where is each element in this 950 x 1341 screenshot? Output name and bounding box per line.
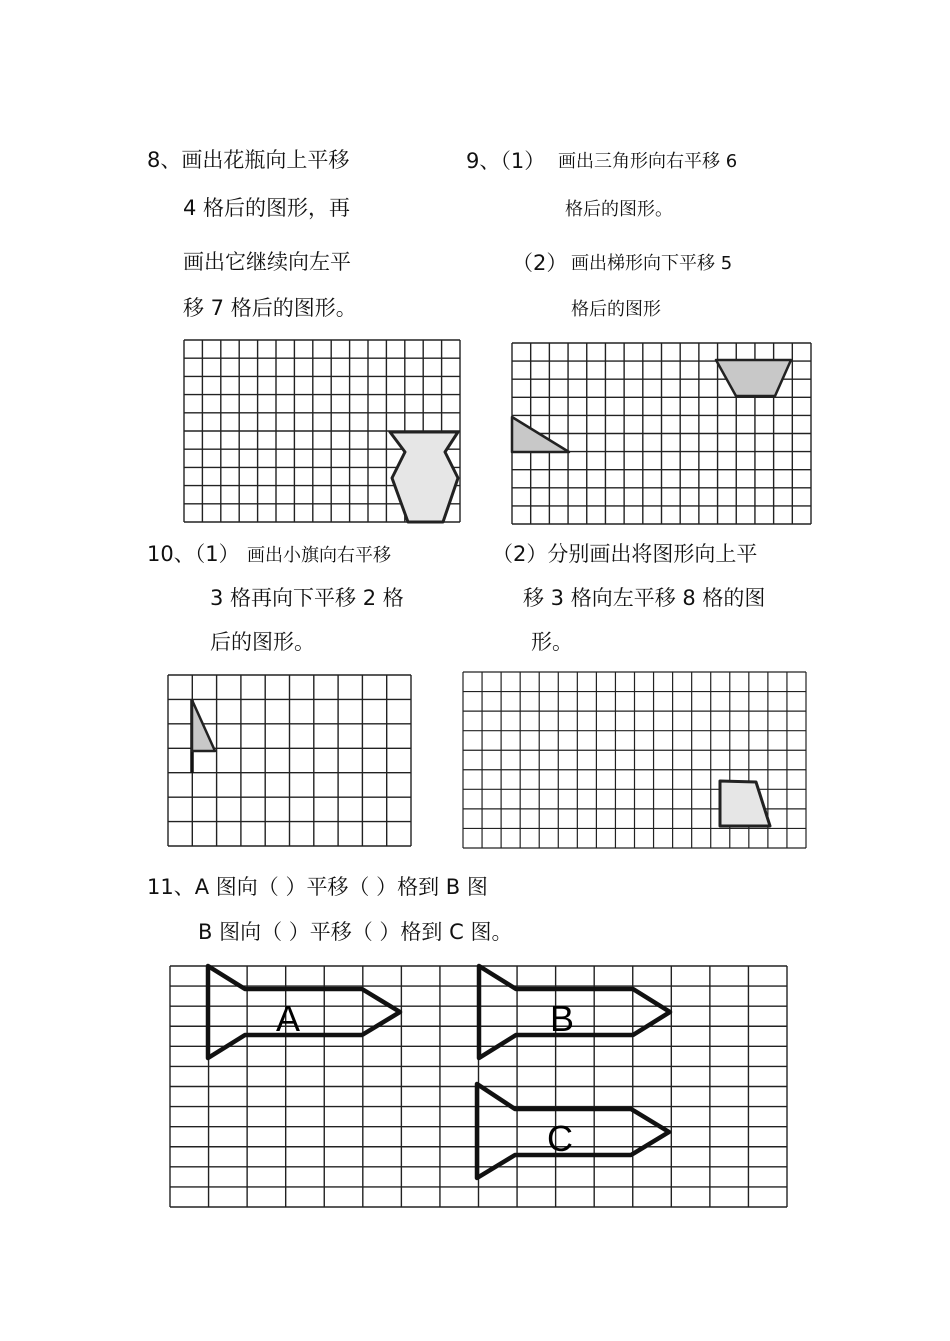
arrow-a-shape — [208, 966, 400, 1058]
q10-part2-line1: （2）分别画出将图形向上平 — [492, 542, 758, 566]
q10-part2-line2: 移 3 格向左平移 8 格的图 — [523, 586, 766, 610]
q8-line3: 画出它继续向左平 — [183, 250, 351, 274]
q11-line1: 11、A 图向（ ）平移（ ）格到 B 图 — [147, 875, 488, 899]
label-c: C — [547, 1118, 573, 1159]
q11-line2: B 图向（ ）平移（ ）格到 C 图。 — [198, 920, 513, 944]
q8-line1: 8、画出花瓶向上平移 — [147, 148, 350, 172]
q9-part2-line2: 格后的图形 — [571, 299, 661, 320]
label-b: B — [550, 998, 575, 1039]
q9-part2-number: （2） — [512, 251, 568, 275]
q9-number: 9、（1） — [466, 149, 546, 173]
q9-part1-line2: 格后的图形。 — [565, 199, 673, 220]
q10-part1-line2: 3 格再向下平移 2 格 — [210, 586, 404, 610]
q10-part1-line1: 画出小旗向右平移 — [247, 545, 391, 566]
q10-part1-line3: 后的图形。 — [210, 630, 315, 654]
q10-number: 10、（1） — [147, 542, 240, 566]
arrow-b-shape — [479, 966, 670, 1058]
q10-part2-line3: 形。 — [531, 630, 573, 654]
q8-line2: 4 格后的图形，再 — [183, 196, 351, 220]
q8-line4: 移 7 格后的图形。 — [183, 296, 357, 320]
q9-part1-line1: 画出三角形向右平移 6 — [558, 151, 738, 172]
q9-part2-line1: 画出梯形向下平移 5 — [571, 253, 733, 274]
label-a: A — [276, 998, 301, 1039]
arrow-c-shape — [477, 1084, 669, 1178]
